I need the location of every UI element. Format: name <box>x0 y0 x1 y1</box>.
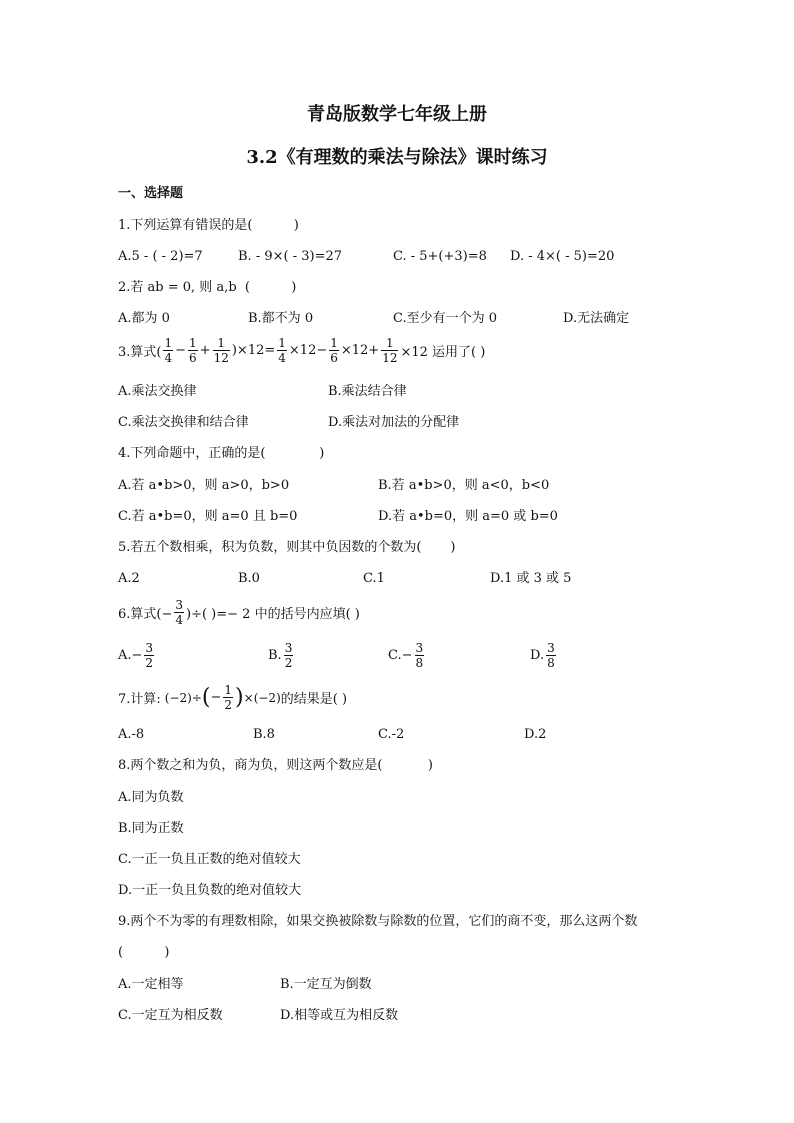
q6-text: )÷( )=− 2 中的括号内应填( ) <box>186 607 360 622</box>
q7-option-c: C.-2 <box>378 727 405 742</box>
q8-option-d: D.一正一负且负数的绝对值较大 <box>118 883 302 898</box>
q7-stem: 7.计算: (−2)÷ ( − $\frac{1}{2}$ ) ×(−2) 的结果是( ) <box>118 683 348 712</box>
q3-text: ×12+ <box>340 343 380 358</box>
q3-fraction: $\frac{1}{4}$ <box>164 336 173 365</box>
q3-fraction: $\frac{1}{12}$ <box>382 336 398 365</box>
q4-stem: 4.下列命题中，正确的是( ) <box>118 446 325 461</box>
q3-option-c: C.乘法交换律和结合律 <box>118 415 249 430</box>
q6-stem <box>118 598 360 627</box>
q4-option-b: B.若 a•b>0，则 a<0，b<0 <box>378 478 550 493</box>
q6-option-b: B. $\frac{3}{2}$ <box>268 641 293 670</box>
q6-option-a: A.− $\frac{3}{2}$ <box>118 641 154 670</box>
q4-option-c: C.若 a•b=0，则 a=0 且 b=0 <box>118 509 298 524</box>
q1-option-b: B. - 9×( - 3)=27 <box>238 249 343 264</box>
q3-fraction: $\frac{1}{4}$ <box>278 336 286 365</box>
q4-option-a: A.若 a•b>0，则 a>0，b>0 <box>118 478 290 493</box>
q5-stem: 5.若五个数相乘，积为负数，则其中负因数的个数为( ) <box>118 540 456 555</box>
q3-fraction: $\frac{1}{12}$ <box>213 336 229 365</box>
q5-option-d: D.1 或 3 或 5 <box>490 571 572 586</box>
q7-prefix: 7.计算: <box>118 692 161 707</box>
q3-option-a: A.乘法交换律 <box>118 384 197 399</box>
doc-title: 青岛版数学七年级上册 <box>307 104 487 125</box>
q2-option-d: D.无法确定 <box>563 311 630 326</box>
q9-option-c: C.一定互为相反数 <box>118 1008 223 1023</box>
q5-option-c: C.1 <box>363 571 385 586</box>
q9-option-a: A.一定相等 <box>118 977 184 992</box>
q1-stem: 1.下列运算有错误的是( ) <box>118 218 299 233</box>
section-heading: 一、选择题 <box>118 186 184 201</box>
q4-option-d: D.若 a•b=0，则 a=0 或 b=0 <box>378 509 558 524</box>
q7-option-d: D.2 <box>524 727 547 742</box>
q3-fraction: $\frac{1}{6}$ <box>330 336 338 365</box>
q7-text: ×(−2) <box>243 690 281 705</box>
q6-fraction: $\frac{3}{4}$ <box>175 598 184 627</box>
q3-stem <box>118 336 485 365</box>
q8-option-c: C.一正一负且正数的绝对值较大 <box>118 852 301 867</box>
q3-fraction: $\frac{1}{6}$ <box>189 336 197 365</box>
q3-text: ×12− <box>288 343 328 358</box>
q1-option-d: D. - 4×( - 5)=20 <box>510 249 615 264</box>
q1-option-a: A.5 - ( - 2)=7 <box>118 249 203 264</box>
q3-option-d: D.乘法对加法的分配律 <box>328 415 460 430</box>
q7-text: (−2)÷ <box>164 690 202 705</box>
q3-text: )×12= <box>231 343 276 358</box>
q1-option-c: C. - 5+(+3)=8 <box>393 249 487 264</box>
q3-text: ×12 运用了( ) <box>400 345 486 360</box>
q8-stem: 8.两个数之和为负，商为负，则这两个数应是( ) <box>118 758 434 773</box>
q7-text: − <box>210 690 222 705</box>
q8-option-b: B.同为正数 <box>118 821 184 836</box>
q6-option-c: C.− $\frac{3}{8}$ <box>388 641 424 670</box>
q5-option-a: A.2 <box>118 571 140 586</box>
q7-text: 的结果是( ) <box>280 692 348 707</box>
q7-fraction: $\frac{1}{2}$ <box>224 683 233 712</box>
q8-option-a: A.同为负数 <box>118 790 184 805</box>
q5-option-b: B.0 <box>238 571 260 586</box>
q2-option-c: C.至少有一个为 0 <box>393 311 498 326</box>
q6-prefix: 6.算式(− <box>118 607 173 622</box>
q9-option-d: D.相等或互为相反数 <box>280 1008 399 1023</box>
q6-option-d: D. $\frac{3}{8}$ <box>530 641 555 670</box>
q7-option-a: A.-8 <box>118 727 145 742</box>
q2-option-a: A.都为 0 <box>118 311 170 326</box>
q2-option-b: B.都不为 0 <box>248 311 314 326</box>
q9-stem-cont: ( ) <box>118 945 170 960</box>
q3-operator: − <box>175 343 187 358</box>
doc-subtitle: 3.2《有理数的乘法与除法》课时练习 <box>246 147 548 168</box>
q9-option-b: B.一定互为倒数 <box>280 977 372 992</box>
q3-operator: + <box>199 343 211 358</box>
q7-option-b: B.8 <box>253 727 275 742</box>
q3-option-b: B.乘法结合律 <box>328 384 407 399</box>
q3-prefix: 3.算式( <box>118 345 162 360</box>
q2-stem: 2.若 ab = 0, 则 a,b ( ) <box>118 280 297 295</box>
q9-stem: 9.两个不为零的有理数相除，如果交换被除数与除数的位置，它们的商不变，那么这两个数 <box>118 914 638 929</box>
